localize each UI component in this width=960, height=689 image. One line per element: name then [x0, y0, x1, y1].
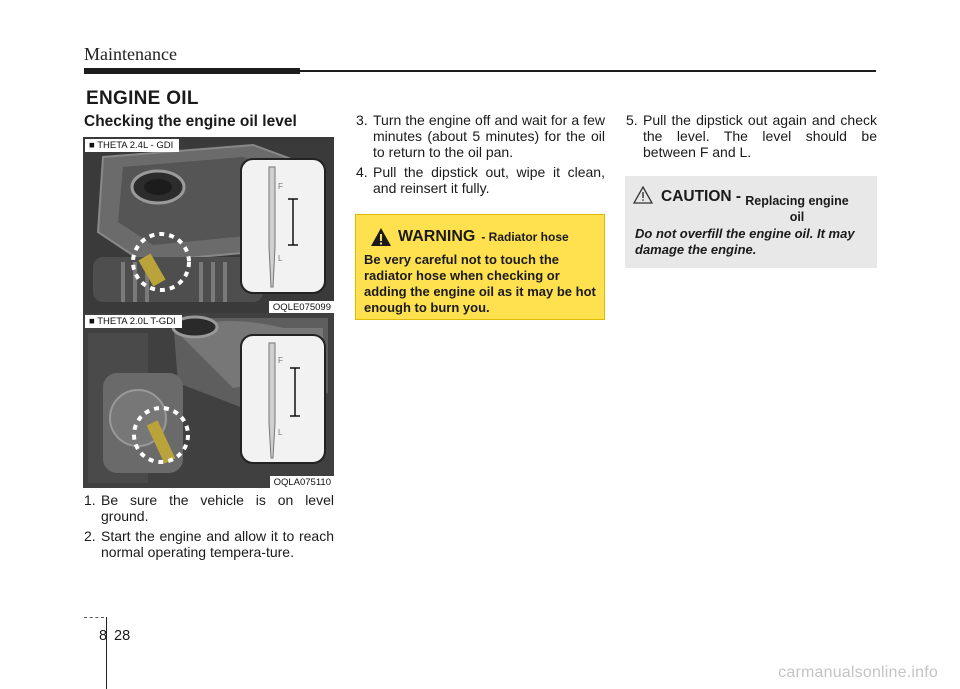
photo-label: ■ THETA 2.4L - GDI — [85, 139, 179, 152]
photo-code: OQLA075110 — [270, 476, 334, 488]
step-item — [356, 164, 605, 196]
footer-rule — [84, 617, 104, 618]
steps-list-right — [626, 112, 877, 164]
caution-title: CAUTION - — [661, 188, 742, 205]
engine-photo-theta-24 — [83, 137, 334, 313]
page-title: ENGINE OIL — [86, 88, 199, 109]
caution-box — [625, 176, 877, 268]
engine-illustration — [83, 137, 334, 313]
caution-subtitle: Replacing engine oil — [745, 194, 849, 224]
steps-list-middle — [356, 112, 605, 200]
warning-box — [355, 214, 605, 320]
svg-text:L: L — [278, 254, 283, 263]
caution-text: Do not overfill the engine oil. It may damage the engine. — [635, 226, 855, 257]
header-rule-thin — [300, 70, 876, 72]
step-item — [84, 528, 334, 560]
step-text: Pull the dipstick out again and check the level. The level should be between F and L. — [643, 112, 877, 160]
step-item — [626, 112, 877, 160]
svg-text:L: L — [278, 428, 283, 437]
step-text: Pull the dipstick out, wipe it clean, and reinsert it fully. — [373, 164, 605, 196]
step-text: Start the engine and allow it to reach normal operating tempera-ture. — [101, 528, 334, 560]
svg-text:F: F — [278, 182, 283, 191]
warning-subtitle: - Radiator hose — [481, 230, 569, 244]
warning-title: WARNING — [398, 228, 476, 245]
section-header: Maintenance — [84, 44, 177, 64]
subheading: Checking the engine oil level — [84, 113, 297, 130]
header-rule-thick — [84, 68, 300, 74]
warning-triangle-icon — [370, 227, 392, 247]
step-number: 4. — [356, 164, 368, 180]
step-text: Turn the engine off and wait for a few minutes (about 5 minutes) for the oil to return to the oil pan. — [373, 112, 605, 160]
svg-text:F: F — [278, 356, 283, 365]
photo-code: OQLE075099 — [269, 301, 334, 313]
step-number: 3. — [356, 112, 368, 128]
engine-illustration — [83, 313, 334, 488]
photo-label: ■ THETA 2.0L T-GDI — [85, 315, 182, 328]
warning-text: Be very careful not to touch the radiator hose when checking or adding the engine oil as it may be hot enough to burn you. — [364, 252, 596, 315]
engine-photo-theta-20 — [83, 313, 334, 488]
step-number: 2. — [84, 528, 96, 544]
footer-section-number: 8 — [99, 628, 108, 644]
watermark: carmanualsonline.info — [778, 664, 938, 681]
step-number: 1. — [84, 492, 96, 508]
steps-list-left — [84, 492, 334, 564]
warning-header — [370, 227, 569, 247]
step-item — [356, 112, 605, 160]
step-text: Be sure the vehicle is on level ground. — [101, 492, 334, 524]
caution-triangle-icon — [633, 186, 653, 204]
step-item — [84, 492, 334, 524]
footer-page-number: 28 — [114, 628, 131, 644]
step-number: 5. — [626, 112, 638, 128]
